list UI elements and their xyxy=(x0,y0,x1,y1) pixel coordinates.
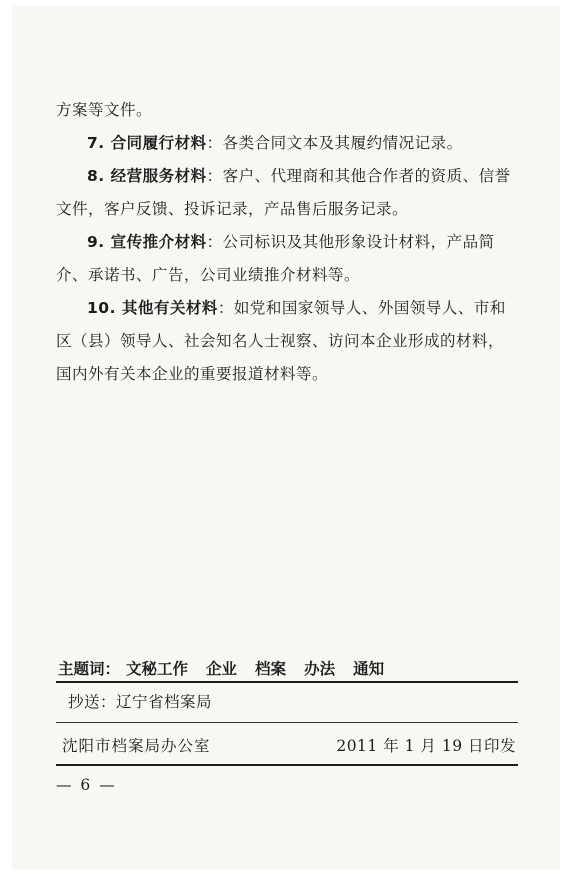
rule-middle xyxy=(56,722,518,723)
issue-date: 2011 年 1 月 19 日印发 xyxy=(336,737,516,755)
item-heading: 7. 合同履行材料 xyxy=(87,134,207,152)
item-7 xyxy=(56,127,516,160)
document-body xyxy=(56,94,516,391)
item-text: ：各类合同文本及其履约情况记录。 xyxy=(206,134,463,152)
subject-keywords xyxy=(58,657,384,679)
keyword: 档案 xyxy=(255,660,287,678)
continuation-line: 方案等文件。 xyxy=(56,101,153,119)
keyword: 企业 xyxy=(206,660,238,678)
item-heading: 10. 其他有关材料 xyxy=(87,299,218,317)
item-8 xyxy=(56,160,516,226)
keyword: 通知 xyxy=(353,660,385,678)
item-heading: 9. 宣传推介材料 xyxy=(87,233,207,251)
subject-label: 主题词： xyxy=(58,660,121,678)
keyword: 文秘工作 xyxy=(126,660,189,678)
item-heading: 8. 经营服务材料 xyxy=(87,167,207,185)
item-text: ：如党和国家领导人、外国领导人、市和区（县）领导人、社会知名人士视察、访问本企业形成的材料，国内外有关本企业的重要报道材料等。 xyxy=(56,299,506,383)
item-text: ：公司标识及其他形象设计材料，产品简介、承诺书、广告，公司业绩推介材料等。 xyxy=(56,233,495,284)
keyword: 办法 xyxy=(304,660,336,678)
item-text: ：客户、代理商和其他合作者的资质、信誉文件，客户反馈、投诉记录，产品售后服务记录。 xyxy=(56,167,511,218)
page-number: — 6 — xyxy=(56,776,117,794)
cc-line: 抄送：辽宁省档案局 xyxy=(68,693,213,711)
rule-bottom xyxy=(56,764,518,766)
rule-top xyxy=(56,681,518,683)
item-9 xyxy=(56,226,516,292)
issuer: 沈阳市档案局办公室 xyxy=(62,737,211,755)
item-10 xyxy=(56,292,516,391)
